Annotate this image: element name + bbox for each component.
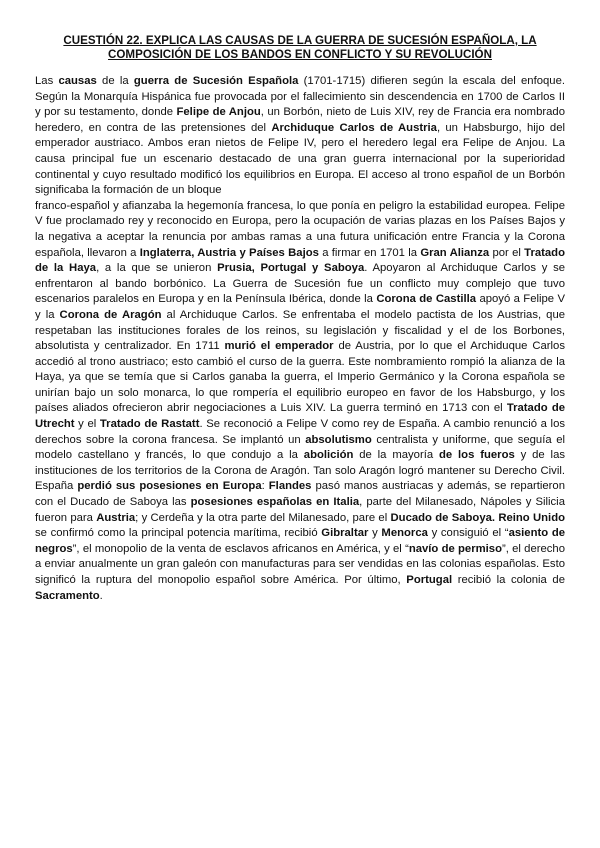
bold-term: murió el emperador — [224, 340, 334, 353]
text-run: , parte del Milanesado, Nápoles y Silicia fueron para — [35, 496, 565, 524]
document-body — [35, 74, 565, 604]
text-run: . — [99, 589, 103, 602]
bold-term: Portugal — [406, 574, 453, 586]
text-run: y de las instituciones de los territorios de la Corona de Aragón. Tan solo Aragón logró mantener su Derecho Civil. España — [35, 449, 566, 493]
bold-term: Felipe de Anjou — [176, 106, 261, 119]
bold-term: posesiones españolas en Italia — [190, 496, 360, 509]
text-run: pasó manos austriacas y además, se repartieron con el Ducado de Saboya las — [35, 480, 565, 509]
text-run: al Archiduque Carlos. Se enfrentaba el modelo pactista de los Austrias, que respetaban las instituciones forales de los reinos, su legislación y fiscalidad y el de los Borbones, absolutista y centralizador. En 1711 — [35, 308, 566, 353]
text-run: de la mayoría — [353, 449, 439, 462]
text-run: franco-español y afianzaba la hegemonía francesa, lo que ponía en peligro la estabilidad europea. Felipe V fue proclamado rey y reconocido en Europa, pero la ocupación de varias plazas en los Países Bajos y la negativa a aceptar la renuncia por ambas ramas a una futura unificación entre Francia y la Corona española, llevaron a — [35, 199, 565, 259]
paragraph-2 — [35, 199, 565, 604]
document-title — [35, 34, 565, 62]
bold-term: Sacramento — [35, 589, 100, 602]
text-run: y el — [74, 418, 100, 431]
bold-term: Tratado de la Haya — [35, 246, 565, 275]
text-run: ; y Cerdeña y la otra parte del Milanesado, pare el — [135, 511, 391, 524]
title-line-2: COMPOSICIÓN DE LOS BANDOS EN CONFLICTO Y SU REVOLUCIÓN — [108, 48, 492, 61]
bold-term: asiento de negros — [35, 527, 565, 555]
title-line-1: CUESTIÓN 22. EXPLICA LAS CAUSAS DE LA GUERRA DE SUCESIÓN ESPAÑOLA, LA — [63, 34, 537, 47]
bold-term: Ducado de Saboya. — [390, 511, 496, 524]
bold-term: Archiduque Carlos de Austria — [271, 121, 437, 134]
paragraph-1 — [35, 74, 565, 199]
text-run: y consiguió el “ — [427, 527, 509, 540]
bold-term: navío de permiso — [408, 542, 502, 555]
text-run: de la — [96, 75, 134, 87]
bold-term: absolutismo — [305, 433, 372, 446]
text-run: centralista y uniforme, que seguía el modelo castellano y francés, lo que condujo a la — [35, 433, 565, 462]
bold-term: Gibraltar — [321, 527, 369, 540]
bold-term: guerra de Sucesión Española — [133, 75, 299, 87]
text-run: apoyó a Felipe V y la — [35, 293, 566, 321]
text-run: a firmar en 1701 la — [318, 246, 421, 259]
bold-term: Corona de Aragón — [59, 308, 162, 321]
bold-term: Austria — [96, 511, 136, 524]
text-run: de Austria, por lo que el Archiduque Carlos accedió al trono austriaco; esto cambió el curso de la guerra. Este nombramiento rompió la alianza de la Haya, ya que se temía que si Carlos ganaba la guerra, el Imperio Germánico y la Corona española se unirían bajo un solo monarca, lo que rompería el equilibrio europeo en favor de los Habsburgo, y los países aliados ofrecieron abrir negociaciones a Luis XIV. La guerra terminó en 1713 con el — [35, 340, 565, 415]
bold-term: Flandes — [268, 480, 312, 493]
bold-term: Prusia, Portugal y Saboya — [217, 262, 365, 275]
text-run: y — [368, 527, 382, 540]
text-run: : — [261, 480, 269, 493]
text-run: se confirmó como la principal potencia marítima, recibió — [35, 527, 322, 540]
text-run: . Apoyaron al Archiduque Carlos y se enfrentaron al bando borbónico. La Guerra de Sucesión fue un conflicto muy complejo que tuvo escenarios paralelos en Europa y en la Península Ibérica, donde la — [35, 262, 565, 306]
bold-term: Tratado de Utrecht — [35, 402, 565, 431]
text-run: ”, el monopolio de la venta de esclavos africanos en América, y el “ — [72, 542, 409, 555]
text-run: , un Borbón, nieto de Luis XIV, rey de Francia era nombrado heredero, en contra de las pretensiones del — [35, 106, 565, 134]
bold-term: Gran Alianza — [420, 246, 490, 259]
text-run: Las — [35, 75, 59, 87]
bold-term: Inglaterra, Austria y Países Bajos — [139, 246, 319, 259]
text-run: . Se reconoció a Felipe V como rey de España. A cambio renunció a los derechos sobre la corona francesa. Se implantó un — [35, 418, 565, 446]
bold-term: perdió sus posesiones en Europa — [77, 480, 262, 493]
text-run: recibió la colonia de — [452, 574, 565, 586]
bold-term: de los fueros — [439, 449, 515, 462]
text-run: ”, el derecho a enviar anualmente un gran galeón con manufacturas para ser vendidas en las colonias españolas. Esto significó la ruptura del monopolio español sobre América. Por último, — [35, 542, 565, 586]
bold-term: Menorca — [381, 527, 428, 540]
text-run: , a la que se unieron — [96, 262, 218, 275]
text-run: , un Habsburgo, hijo del emperador austriaco. Ambos eran nietos de Felipe IV, pero el heredero legal era Felipe de Anjou. La causa principal fue un escenario destacado de una gran guerra internacional por la superioridad continental y cuyo resultado modificó los equilibrios en Europa. El acceso al trono español de un Borbón significaba la formación de un bloque — [35, 121, 565, 197]
bold-term: abolición — [303, 449, 354, 462]
text-run: por el — [489, 246, 525, 259]
bold-term: causas — [58, 75, 97, 87]
bold-term: Reino Unido — [498, 511, 565, 524]
text-run: (1701-1715) difieren según la escala del enfoque. Según la Monarquía Hispánica fue provocada por el fallecimiento sin descendencia en 1700 de Carlos II y por su testamento, donde — [35, 75, 565, 119]
bold-term: Corona de Castilla — [376, 293, 477, 306]
bold-term: Tratado de Rastatt — [99, 418, 200, 431]
